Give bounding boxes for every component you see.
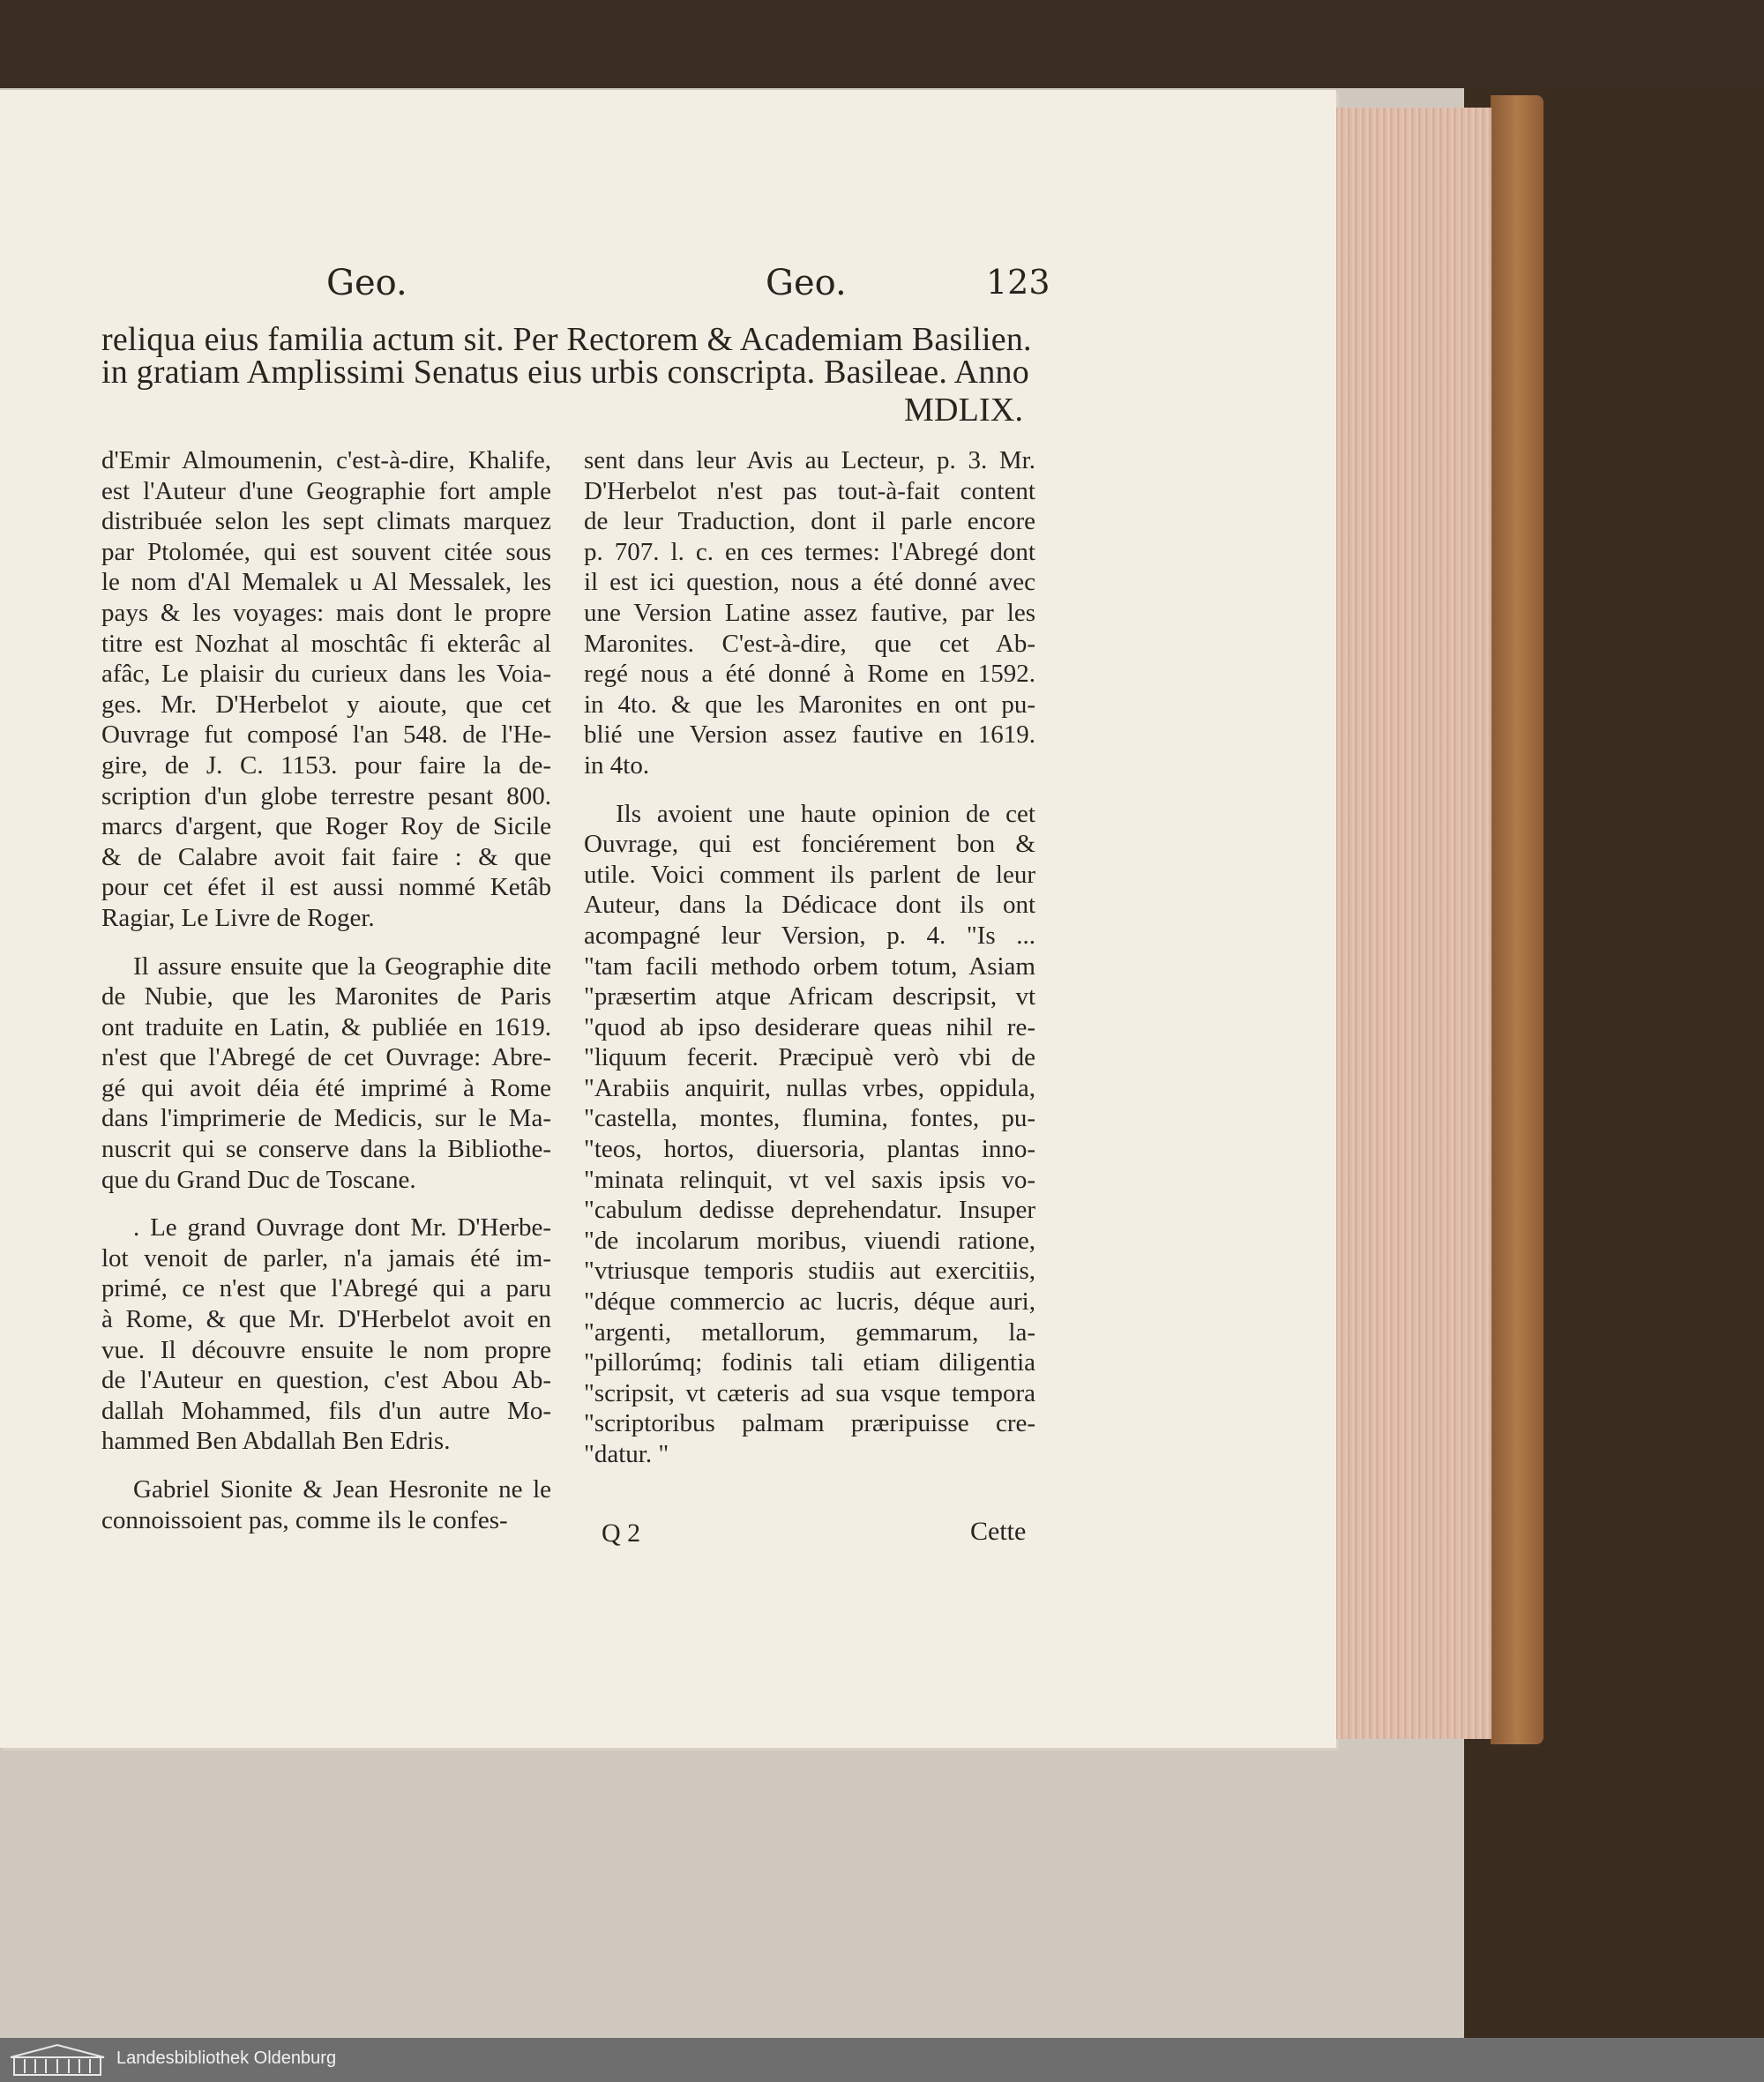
text-line: "castella, montes, flumina, fontes, pu- [584,1104,1035,1133]
text-line: pour cet éfet il est aussi nommé Ketâb [101,873,551,902]
text-line: dans l'imprimerie de Medicis, sur le Ma- [101,1104,551,1133]
text-line: Maronites. C'est-à-dire, que cet Ab- [584,629,1035,658]
text-line: une Version Latine assez fautive, par les [584,598,1035,627]
footer-library-name: Landesbibliothek Oldenburg [116,2048,337,2068]
text-line: . Le grand Ouvrage dont Mr. D'Herbe- [133,1213,551,1242]
text-line: à Rome, & que Mr. D'Herbelot avoit en [101,1305,551,1334]
text-line: par Ptolomée, qui est souvent citée sous [101,537,551,566]
text-line: utile. Voici comment ils parlent de leur [584,860,1035,889]
text-line: de Nubie, que les Maronites de Paris [101,982,551,1011]
text-line: d'Emir Almoumenin, c'est-à-dire, Khalife, [101,446,551,474]
page-fore-edge [1336,108,1491,1739]
text-line: in 4to. [584,750,650,780]
text-line: nuscrit qui se conserve dans la Bibliothe- [101,1135,551,1164]
text-line: titre est Nozhat al moschtâc fi ekterâc al [101,629,551,658]
text-line: Ragiar, Le Livre de Roger. [101,903,375,932]
text-line: "cabulum dedisse deprehendatur. Insuper [584,1196,1035,1225]
text-line: "tam facili methodo orbem totum, Asiam [584,951,1035,981]
text-line: il est ici question, nous a été donné avec [584,568,1035,597]
paragraph-gap [101,1457,551,1474]
scan-top-edge [0,0,1764,88]
text-line: Ouvrage, qui est fonciérement bon & [584,830,1035,859]
top-line-1: reliqua eius familia actum sit. Per Rectorem & Academiam Basilien. [101,321,1032,358]
text-line: hammed Ben Abdallah Ben Edris. [101,1427,451,1456]
text-line: primé, ce n'est que l'Abregé qui a paru [101,1274,551,1303]
text-line: "quod ab ipso desiderare queas nihil re- [584,1012,1035,1041]
text-line: distribuée selon les sept climats marquez [101,507,551,536]
text-line: que du Grand Duc de Toscane. [101,1165,416,1194]
text-line: afâc, Le plaisir du curieux dans les Voia- [101,660,551,689]
running-head-left: Geo. [326,263,407,303]
text-line: vue. Il découvre ensuite le nom propre [101,1335,551,1364]
text-line: in 4to. & que les Maronites en ont pu- [584,690,1035,719]
paragraph-gap [101,1195,551,1213]
text-line: "déque commercio ac lucris, déque auri, [584,1287,1035,1317]
paragraph-gap [584,781,1035,799]
catchword: Cette [970,1517,1027,1546]
signature-mark: Q 2 [602,1519,641,1548]
text-line: dallah Mohammed, fils d'un autre Mo- [101,1396,551,1425]
text-line: sent dans leur Avis au Lecteur, p. 3. Mr. [584,446,1035,474]
running-head-center: Geo. [766,263,847,303]
right-column [584,445,1035,1470]
text-line: & de Calabre avoit fait faire : & que [101,842,551,871]
text-line: de l'Auteur en question, c'est Abou Ab- [101,1366,551,1395]
text-line: blié une Version assez fautive en 1619. [584,720,1035,750]
top-line-2: in gratiam Amplissimi Senatus eius urbis conscripta. Basileae. Anno [101,354,1029,391]
text-line: Ils avoient une haute opinion de cet [616,799,1035,828]
text-line: scription d'un globe terrestre pesant 800. [101,781,551,810]
text-line: lot venoit de parler, n'a jamais été im- [101,1243,551,1272]
text-line: "de incolarum moribus, viuendi ratione, [584,1226,1035,1255]
library-building-icon [9,2043,106,2077]
text-line: gire, de J. C. 1153. pour faire la de- [101,750,551,780]
text-line: D'Herbelot n'est pas tout-à-fait content [584,476,1035,505]
text-line: "scriptoribus palmam præripuisse cre- [584,1409,1035,1438]
page-number: 123 [986,263,1050,302]
top-line-3: MDLIX. [904,392,1024,429]
text-line: pays & les voyages: mais dont le propre [101,598,551,627]
text-line: "argenti, metallorum, gemmarum, la- [584,1317,1035,1347]
text-line: gé qui avoit déia été imprimé à Rome [101,1073,551,1102]
text-line: Auteur, dans la Dédicace dont ils ont [584,891,1035,920]
text-line: Gabriel Sionite & Jean Hesronite ne le [133,1475,551,1504]
text-line: "vtriusque temporis studiis aut exercitiis, [584,1257,1035,1286]
text-line: ges. Mr. D'Herbelot y aioute, que cet [101,690,551,719]
left-column [101,445,551,1535]
text-line: "pillorúmq; fodinis tali etiam diligentia [584,1348,1035,1377]
text-line: "minata relinquit, vt vel saxis ipsis vo- [584,1165,1035,1194]
text-line: Il assure ensuite que la Geographie dite [133,951,551,981]
book-cover-board [1491,95,1544,1744]
text-line: le nom d'Al Memalek u Al Messalek, les [101,568,551,597]
paragraph-gap [101,934,551,951]
text-line: ont traduite en Latin, & publiée en 1619. [101,1012,551,1041]
text-line: de leur Traduction, dont il parle encore [584,507,1035,536]
text-line: acompagné leur Version, p. 4. "Is ... [584,921,1035,950]
text-line: "datur. " [584,1440,669,1468]
text-line: connoissoient pas, comme ils le confes- [101,1505,508,1534]
text-line: n'est que l'Abregé de cet Ouvrage: Abre- [101,1043,551,1072]
text-line: regé nous a été donné à Rome en 1592. [584,660,1035,689]
text-line: est l'Auteur d'une Geographie fort ample [101,476,551,505]
text-line: "teos, hortos, diuersoria, plantas inno- [584,1135,1035,1164]
text-line: marcs d'argent, que Roger Roy de Sicile [101,812,551,841]
text-line: p. 707. l. c. en ces termes: l'Abregé dont [584,537,1035,566]
text-line: "Arabiis anquirit, nullas vrbes, oppidula, [584,1073,1035,1102]
text-line: "scripsit, vt cæteris ad sua vsque tempora [584,1378,1035,1407]
text-line: Ouvrage fut composé l'an 548. de l'He- [101,720,551,750]
text-line: "præsertim atque Africam descripsit, vt [584,982,1035,1011]
text-line: "liquum fecerit. Præcipuè verò vbi de [584,1043,1035,1072]
